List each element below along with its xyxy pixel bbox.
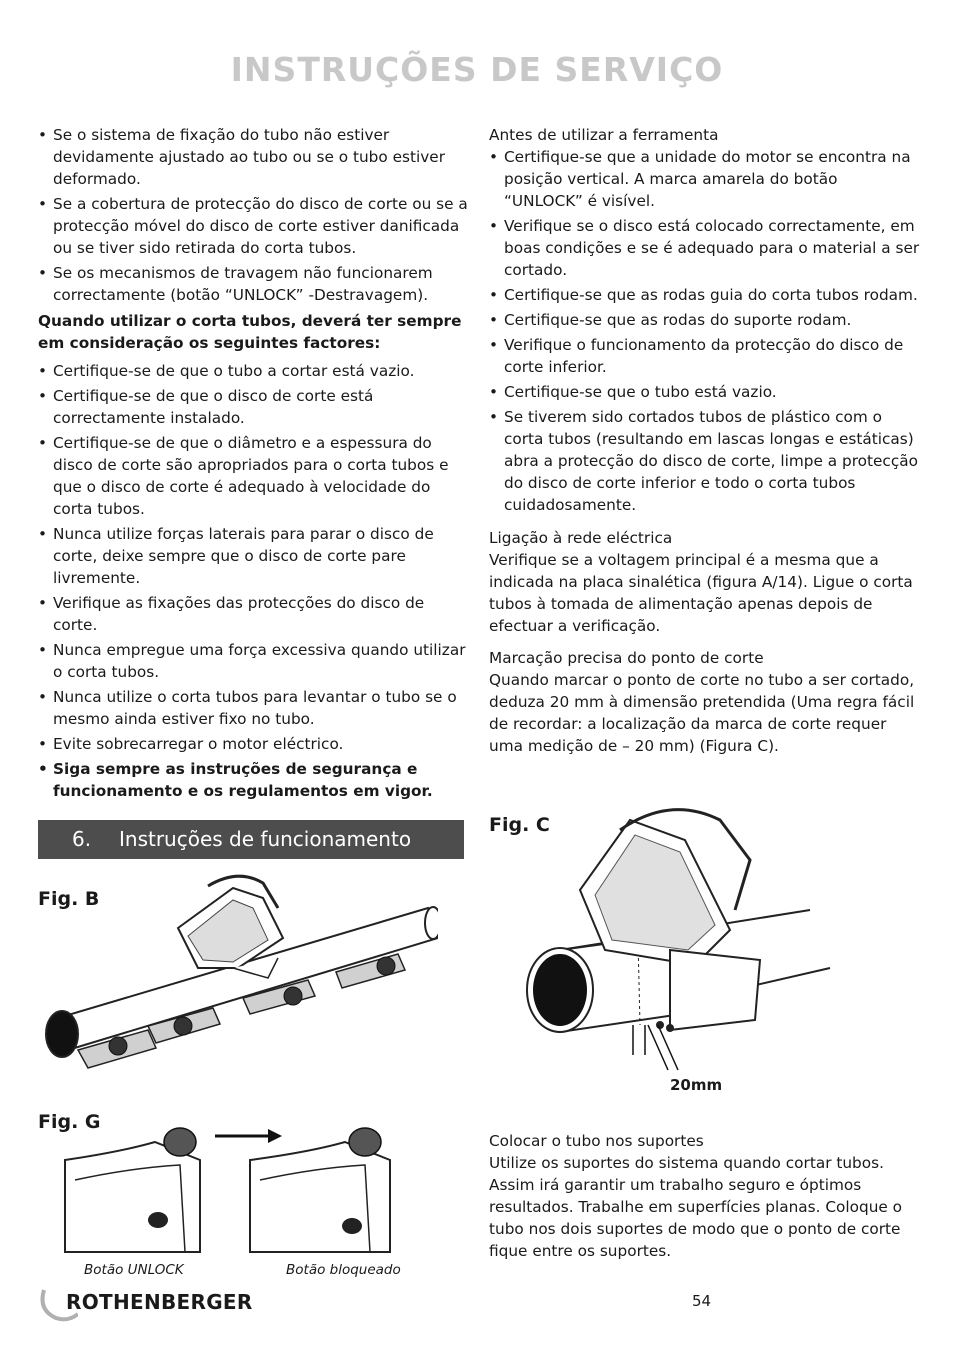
list-item: • Verifique as fixações das protecções do disco de corte. [38,592,468,636]
fig-g-label: Fig. G [38,1111,101,1133]
fig-g-illustration [60,1120,440,1255]
section-number: 6. [72,827,92,851]
bullet-list-checks [489,146,921,516]
list-item: • Certifique-se que a unidade do motor se encontra na posição vertical. A marca amarela do botão “UNLOCK” é visível. [489,146,921,212]
caption-locked: Botão bloqueado [286,1262,401,1278]
page-title: INSTRUÇÕES DE SERVIÇO [230,50,724,89]
fig-b-label: Fig. B [38,888,100,910]
unlock-button-view [65,1128,200,1252]
power-heading: Ligação à rede eléctrica [489,529,673,547]
list-item: • Certifique-se de que o diâmetro e a espessura do disco de corte são apropriados para o corta tubos e que o disco de corte é adequado à velocidade do corta tubos. [38,432,468,520]
left-column [38,124,468,805]
fig-b-illustration [38,868,438,1078]
list-item: • Certifique-se que o tubo está vazio. [489,381,921,403]
section-title: Instruções de funcionamento [119,827,412,851]
list-item: • Se a cobertura de protecção do disco de corte ou se a protecção móvel do disco de corte estiver danificada ou se tiver sido retirada do corta tubos. [38,193,468,259]
list-item: • Verifique se o disco está colocado correctamente, em boas condições e se é adequado para o material a ser cortado. [489,215,921,281]
fig-c-dimension-label: 20mm [670,1076,723,1094]
place-text: Utilize os suportes do sistema quando cortar tubos. Assim irá garantir um trabalho seguro e óptimos resultados. Trabalhe em superfícies planas. Coloque o tubo nos dois suportes de modo que o ponto de corte fique entre os suportes. [489,1154,903,1260]
mark-heading: Marcação precisa do ponto de corte [489,649,764,667]
before-use-heading: Antes de utilizar a ferramenta [489,126,719,144]
list-item: • Se os mecanismos de travagem não funcionarem correctamente (botão “UNLOCK” -Destravagem). [38,262,468,306]
list-item: • Se o sistema de fixação do tubo não estiver devidamente ajustado ao tubo ou se o tubo estiver deformado. [38,124,468,190]
page-number: 54 [692,1292,712,1310]
brand-logo [38,1286,278,1322]
list-item: • Certifique-se que as rodas guia do corta tubos rodam. [489,284,921,306]
list-item: • Nunca utilize o corta tubos para levantar o tubo se o mesmo ainda estiver fixo no tubo. [38,686,468,730]
bullet-list-factors [38,360,468,802]
list-item: • Se tiverem sido cortados tubos de plástico com o corta tubos (resultando em lascas longas e estáticas) abra a protecção do disco de corte, limpe a protecção do disco de corte inferior e todo o corta tubos cuidadosamente. [489,406,921,516]
power-text: Verifique se a voltagem principal é a mesma que a indicada na placa sinalética (figura A/14). Ligue o corta tubos à tomada de alimentação apenas depois de efectuar a verificação. [489,551,913,635]
mark-text: Quando marcar o ponto de corte no tubo a ser cortado, deduza 20 mm à dimensão pretendida (Uma regra fácil de recordar: a localização da marca de corte requer uma medição de – 20 mm) (Figura C). [489,671,915,755]
list-item-bold: • Siga sempre as instruções de segurança e funcionamento e os regulamentos em vigor. [38,758,468,802]
bullet-list-conditions [38,124,468,306]
fig-c-illustration [520,800,840,1100]
list-item: • Certifique-se que as rodas do suporte rodam. [489,309,921,331]
list-item: • Certifique-se de que o disco de corte está correctamente instalado. [38,385,468,429]
caption-unlock: Botão UNLOCK [84,1262,184,1278]
list-item: • Nunca empregue uma força excessiva quando utilizar o corta tubos. [38,639,468,683]
locked-button-view [250,1128,390,1252]
right-column [489,124,921,767]
place-heading: Colocar o tubo nos suportes [489,1132,704,1150]
list-item: • Nunca utilize forças laterais para parar o disco de corte, deixe sempre que o disco de corte pare livremente. [38,523,468,589]
fig-c-label: Fig. C [489,814,550,836]
list-item: • Evite sobrecarregar o motor eléctrico. [38,733,468,755]
list-item: • Certifique-se de que o tubo a cortar está vazio. [38,360,468,382]
brand-name: ROTHENBERGER [66,1290,253,1314]
list-item: • Verifique o funcionamento da protecção do disco de corte inferior. [489,334,921,378]
safety-note-heading: Quando utilizar o corta tubos, deverá ter sempre em consideração os seguintes factores: [38,312,462,352]
place-pipe-section [489,1130,921,1272]
section-header [38,820,464,859]
